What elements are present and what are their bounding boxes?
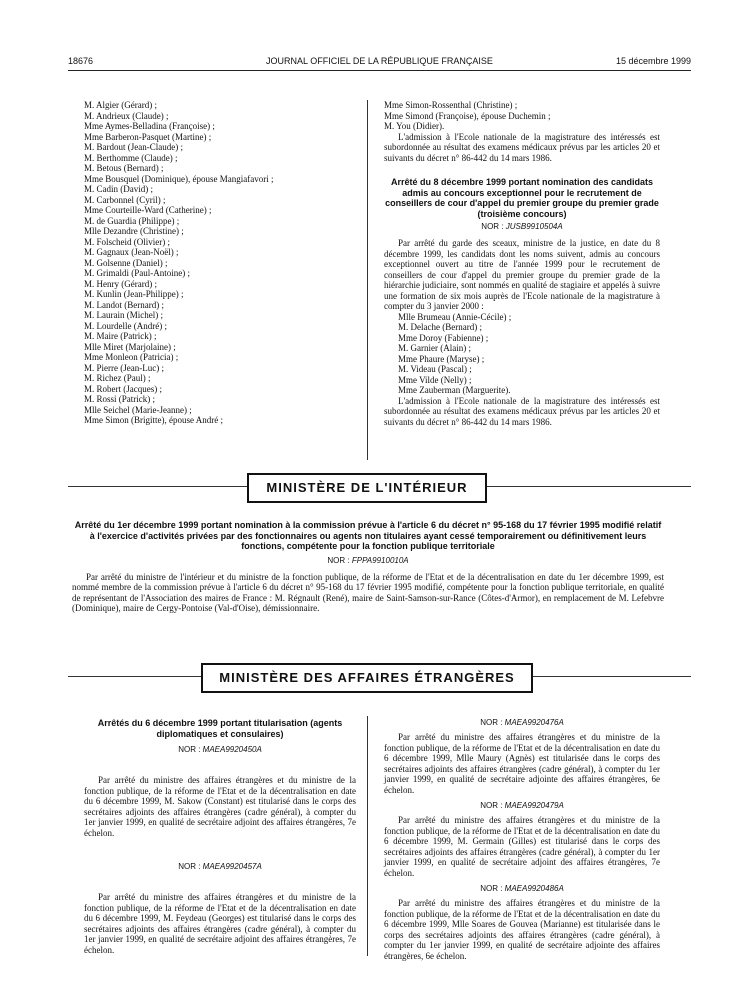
list-item: Mme Simon (Brigitte), épouse André ; <box>84 415 223 425</box>
arrete-body: Par arrêté du ministre des affaires étrangères et du ministre de la fonction publique, de la réforme de l'Etat et de la décentralisation en date du 6 décembre 1999, M. Germain (Gilles) est titularisé dans le corps des secrétaires adjoints des affaires étrangères (cadre général), à compter du 1er janvier 1999, en qualité de secrétaire adjoint des affaires étrangères, 7e échelon. <box>384 815 660 878</box>
list-item: Mme Vilde (Nelly) ; <box>398 374 472 385</box>
journal-title: JOURNAL OFFICIEL DE LA RÉPUBLIQUE FRANÇAISE <box>266 56 493 66</box>
list-item: M. Golsenne (Daniel) ; <box>84 257 168 268</box>
affaires-right-column <box>384 718 660 961</box>
ministry-heading: MINISTÈRE DE L'INTÉRIEUR <box>247 473 487 503</box>
list-item: M. Richez (Paul) ; <box>84 373 151 383</box>
arrete-body: Par arrêté du ministre des affaires étrangères et du ministre de la fonction publique, de la réforme de l'Etat et de la décentralisation en date du 6 décembre 1999, Mlle Soares de Gouvea (Marianne) est titularisée dans le corps des secrétaires adjoints des affaires étrangères (cadre général), à compter du 1er janvier 1999, en qualité de secrétaire adjointe des affaires étrangères, 6e échelon. <box>384 898 660 961</box>
candidate-list <box>384 312 660 396</box>
list-item: Mlle Brumeau (Annie-Cécile) ; <box>398 311 512 322</box>
nor-reference: NOR : MAEA9920476A <box>480 718 564 727</box>
list-item: M. Gagnaux (Jean-Noël) ; <box>84 247 179 257</box>
ministry-heading: MINISTÈRE DES AFFAIRES ÉTRANGÈRES <box>201 663 533 693</box>
header-rule <box>68 70 691 71</box>
nor-reference: NOR : MAEA9920457A <box>178 862 262 871</box>
page-header <box>68 56 691 68</box>
arrete-body: Par arrêté du ministre des affaires étrangères et du ministre de la fonction publique, de la réforme de l'Etat et de la décentralisation en date du 6 décembre 1999, Mlle Maury (Agnès) est titularisée dans le corps des secrétaires adjoints des affaires étrangères (cadre général), à compter du 1er janvier 1999, en qualité de secrétaire adjointe des affaires étrangères, 6e échelon. <box>384 732 660 795</box>
list-item: M. Berthomme (Claude) ; <box>84 152 178 163</box>
list-item: M. Delache (Bernard) ; <box>398 322 482 332</box>
list-item: Mlle Dezandre (Christine) ; <box>84 226 184 236</box>
list-item: M. Andrieux (Claude) ; <box>84 110 169 121</box>
arrete-title: Arrêté du 1er décembre 1999 portant nomination à la commission prévue à l'article 6 du décret n° 95-168 du 17 février 1995 modifié relatif à l'exercice d'activités privées par des fonctionnaires ou agents non titulaires ayant cessé temporairement ou définitivement leurs fonctions, compétente pour la fonction publique territoriale <box>74 520 662 551</box>
column-divider-top <box>367 100 368 460</box>
nor-reference: NOR : MAEA9920479A <box>480 801 564 810</box>
left-name-list <box>84 100 356 426</box>
list-item: Mme Doroy (Fabienne) ; <box>398 332 489 343</box>
list-item: M. de Guardia (Philippe) ; <box>84 215 180 226</box>
list-item: M. Bardout (Jean-Claude) ; <box>84 142 183 152</box>
list-item: M. Betous (Bernard) ; <box>84 163 164 173</box>
list-item: M. Folscheid (Olivier) ; <box>84 236 170 247</box>
list-item: Mme Bousquel (Dominique), épouse Mangiafavori ; <box>84 173 274 184</box>
interieur-section <box>72 520 664 614</box>
list-item: M. Cadin (David) ; <box>84 184 153 194</box>
list-item: M. Garnier (Alain) ; <box>398 343 471 353</box>
list-item: Mme Monleon (Patricia) ; <box>84 352 179 362</box>
list-item: Mme Simond (Françoise), épouse Duchemin ; <box>384 110 551 121</box>
page-number: 18676 <box>68 56 94 66</box>
list-item: M. Landot (Bernard) ; <box>84 299 164 310</box>
column-divider-bottom <box>367 716 368 956</box>
list-item: Mme Aymes-Belladina (Françoise) ; <box>84 121 215 131</box>
affaires-left-column <box>84 718 356 955</box>
right-name-list <box>384 100 660 132</box>
nor-reference: NOR : FPPA9910010A <box>327 555 409 565</box>
list-item: M. Laurain (Michel) ; <box>84 310 163 320</box>
list-item: M. Rossi (Patrick) ; <box>84 394 155 404</box>
list-item: M. Henry (Gérard) ; <box>84 278 157 289</box>
list-item: Mme Courteille-Ward (Catherine) ; <box>84 205 212 215</box>
list-item: M. You (Didier). <box>384 121 445 131</box>
list-item: M. Lourdelle (André) ; <box>84 320 167 331</box>
list-item: Mme Simon-Rossenthal (Christine) ; <box>384 100 518 110</box>
list-item: Mme Barberon-Pasquet (Martine) ; <box>84 131 212 142</box>
arrete-title: Arrêté du 8 décembre 1999 portant nomination des candidats admis au concours exceptionnel pour le recrutement de conseillers de cour d'appel du premier groupe du premier grade (troisième concours) <box>385 177 659 219</box>
list-item: Mlle Seichel (Marie-Jeanne) ; <box>84 404 192 415</box>
list-item: Mme Zauberman (Marguerite). <box>398 385 511 395</box>
list-item: M. Carbonnel (Cyril) ; <box>84 194 166 205</box>
list-item: M. Pierre (Jean-Luc) ; <box>84 362 164 373</box>
list-item: M. Maire (Patrick) ; <box>84 331 157 341</box>
list-item: M. Algier (Gérard) ; <box>84 100 157 110</box>
arrete-body: Par arrêté du ministre de l'intérieur et du ministre de la fonction publique, de la réforme de l'Etat et de la décentralisation en date du 1er décembre 1999, est nommé membre de la commission prévue à l'article 6 du décret n° 95-168 du 17 février 1995 modifié, compétente pour la fonction publique territoriale, en qualité de représentant de l'Association des maires de France : M. Régnault (René), maire de Saint-Samson-sur-Rance (Côtes-d'Armor), en remplacement de M. Lefebvre (Dominique), maire de Cergy-Pontoise (Val-d'Oise), démissionnaire. <box>72 571 664 613</box>
right-top-column <box>384 100 660 427</box>
list-item: Mme Phaure (Maryse) ; <box>398 353 485 364</box>
issue-date: 15 décembre 1999 <box>615 56 691 66</box>
arrete-body: Par arrêté du ministre des affaires étrangères et du ministre de la fonction publique, de la réforme de l'Etat et de la décentralisation en date du 6 décembre 1999, M. Feydeau (Georges) est titularisé dans le corps des secrétaires adjoints des affaires étrangères (cadre général), à compter du 1er janvier 1999, en qualité de secrétaire adjoint des affaires étrangères, 7e échelon. <box>84 892 356 955</box>
list-item: Mlle Miret (Marjolaine) ; <box>84 341 176 352</box>
arrete-title: Arrêtés du 6 décembre 1999 portant titularisation (agents diplomatiques et consulaires) <box>97 718 343 739</box>
list-item: M. Videau (Pascal) ; <box>398 364 472 374</box>
nor-reference: NOR : JUSB9910504A <box>481 222 563 231</box>
arrete-body: Par arrêté du ministre des affaires étrangères et du ministre de la fonction publique, de la réforme de l'Etat et de la décentralisation en date du 6 décembre 1999, M. Sakow (Constant) est titularisé dans le corps des secrétaires adjoints des affaires étrangères (cadre général), à compter du 1er janvier 1999, en qualité de secrétaire adjoint des affaires étrangères, 7e échelon. <box>84 775 356 838</box>
arrete-body: Par arrêté du garde des sceaux, ministre de la justice, en date du 8 décembre 1999, les candidats dont les noms suivent, admis au concours exceptionnel ouvert au titre de l'année 1999 pour le recrutement de conseillers de cour d'appel du premier groupe du premier grade de la hiérarchie judiciaire, sont nommés en qualité de stagiaire et appelés à suivre une formation de six mois auprès de l'Ecole nationale de la magistrature à compter du 3 janvier 2000 : <box>384 238 660 311</box>
admission-note: L'admission à l'Ecole nationale de la magistrature des intéressés est subordonnée au résultat des examens médicaux prévus par les articles 20 et suivants du décret n° 86-442 du 14 mars 1986. <box>384 131 660 163</box>
list-item: M. Robert (Jacques) ; <box>84 383 162 394</box>
list-item: M. Kunlin (Jean-Philippe) ; <box>84 289 184 299</box>
nor-reference: NOR : MAEA9920450A <box>178 745 262 754</box>
admission-note: L'admission à l'Ecole nationale de la magistrature des intéressés est subordonnée au résultat des examens médicaux prévus par les articles 20 et suivants du décret n° 86-442 du 14 mars 1986. <box>384 395 660 427</box>
nor-reference: NOR : MAEA9920486A <box>480 884 564 893</box>
list-item: M. Grimaldi (Paul-Antoine) ; <box>84 268 190 278</box>
